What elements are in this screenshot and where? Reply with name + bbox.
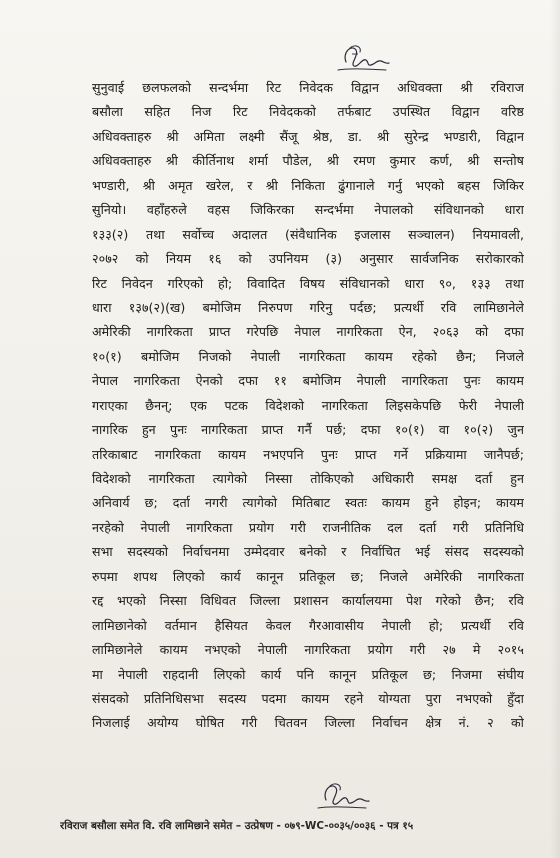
text-line: मा नेपाली राहदानी लिएको कार्य पनि कानून प्रतिकूल छ; निजमा संघीय [92,666,524,682]
page-footer: रविराज बसौला समेत वि. रवि लामिछाने समेत – उत्प्रेषण - ०७९-WC-००३५/००३६ - पत्र १५ [60,820,414,832]
text-line: १०(१) बमोजिम निजको नेपाली नागरिकता कायम रहेको छैन; निजले [92,348,524,364]
text-line: रुपमा शपथ लिएको कार्य कानून प्रतिकूल छ; निजले अमेरिकी नागरिकता [92,568,524,584]
text-line: सुनियो। वहाँहरुले वहस जिकिरका सन्दर्भमा नेपालको संविधानको धारा [92,202,524,218]
text-line: १३३(२) तथा सर्वोच्च अदालत (संवैधानिक इजलास सञ्चालन) नियमावली, [92,226,524,242]
text-line: विदेशको नागरिकता त्यागेको निस्सा तोकिएको अधिकारी समक्ष दर्ता हुन [92,471,524,486]
text-line: रिट निवेदन गरिएको हो; विवादित विषय संविधानको धारा ९०, १३३ तथा [92,275,524,291]
text-line: सभा सदस्यको निर्वाचनमा उम्मेदवार बनेको र निर्वाचित भई संसद सदस्यको [92,544,524,560]
text-line: धारा १३७(२)(ख) बमोजिम निरुपण गरिनु पर्दछ; प्रत्यर्थी रवि लामिछानेले [92,299,524,315]
text-line: निजलाई अयोग्य घोषित गरी चितवन जिल्ला निर्वाचन क्षेत्र नं. २ को [92,715,524,731]
text-line: लामिछानेको वर्तमान हैसियत केवल गैरआवासीय नेपाली हो; प्रत्यर्थी रवि [92,617,524,633]
text-line: नरहेको नेपाली नागरिकता प्रयोग गरी राजनीतिक दल दर्ता गरी प्रतिनिधि [92,519,524,535]
text-line: संसदको प्रतिनिधिसभा सदस्य पदमा कायम रहने योग्यता पुरा नभएको हुँदा [92,690,524,706]
signature-bottom-drawing [314,778,374,814]
text-line: गराएका छैनन्; एक पटक विदेशको नागरिकता लिइसकेपछि फेरी नेपाली [92,397,524,413]
signature-top-drawing [332,40,392,76]
text-line: नेपाल नागरिकता ऐनको दफा ११ बमोजिम नेपाली नागरिकता पुनः कायम [92,373,524,389]
text-line: अनिवार्य छ; दर्ता नगरी त्यागेको मितिबाट स्वतः कायम हुने होइन; कायम [92,495,524,511]
text-line: अधिवक्ताहरु श्री अमिता लक्ष्मी सैंजू श्रेष्ठ, डा. श्री सुरेन्द्र भण्डारी, विद्वान [92,128,524,144]
text-line: भण्डारी, श्री अमृत खरेल, र श्री निकिता ढुंगानाले गर्नु भएको बहस जिकिर [92,177,524,193]
signature-top [332,40,392,76]
text-line: रद्द भएको निस्सा विधिवत जिल्ला प्रशासन कार्यालयमा पेश गरेको छैन; रवि [92,593,524,609]
page-edge-shadow [550,0,560,858]
text-line: नागरिक हुन पुनः नागरिकता प्राप्त गर्नै पर्छ; दफा १०(१) वा १०(२) जुन [92,422,524,438]
text-line: सुनुवाई छलफलको सन्दर्भमा रिट निवेदक विद्वान अधिवक्ता श्री रविराज [92,80,524,95]
signature-bottom [314,778,374,814]
text-line: अमेरिकी नागरिकता प्राप्त गरेपछि नेपाल नागरिकता ऐन, २०६३ को दफा [92,324,524,340]
document-body [92,76,524,736]
text-line: लामिछानेले कायम नभएको नेपाली नागरिकता प्रयोग गरी २७ मे २०१५ [92,642,524,658]
text-line: तरिकाबाट नागरिकता कायम नभएपनि पुनः प्राप्त गर्ने प्रक्रियामा जानैपर्छ; [92,446,524,462]
text-line: २०७२ को नियम १६ को उपनियम (३) अनुसार सार्वजनिक सरोकारको [92,251,524,267]
text-line: अधिवक्ताहरु श्री कीर्तिनाथ शर्मा पौडेल, श्री रमण कुमार कर्ण, श्री सन्तोष [92,153,524,169]
text-line: बसौला सहित निज रिट निवेदकको तर्फबाट उपस्थित विद्वान वरिष्ठ [92,104,524,120]
